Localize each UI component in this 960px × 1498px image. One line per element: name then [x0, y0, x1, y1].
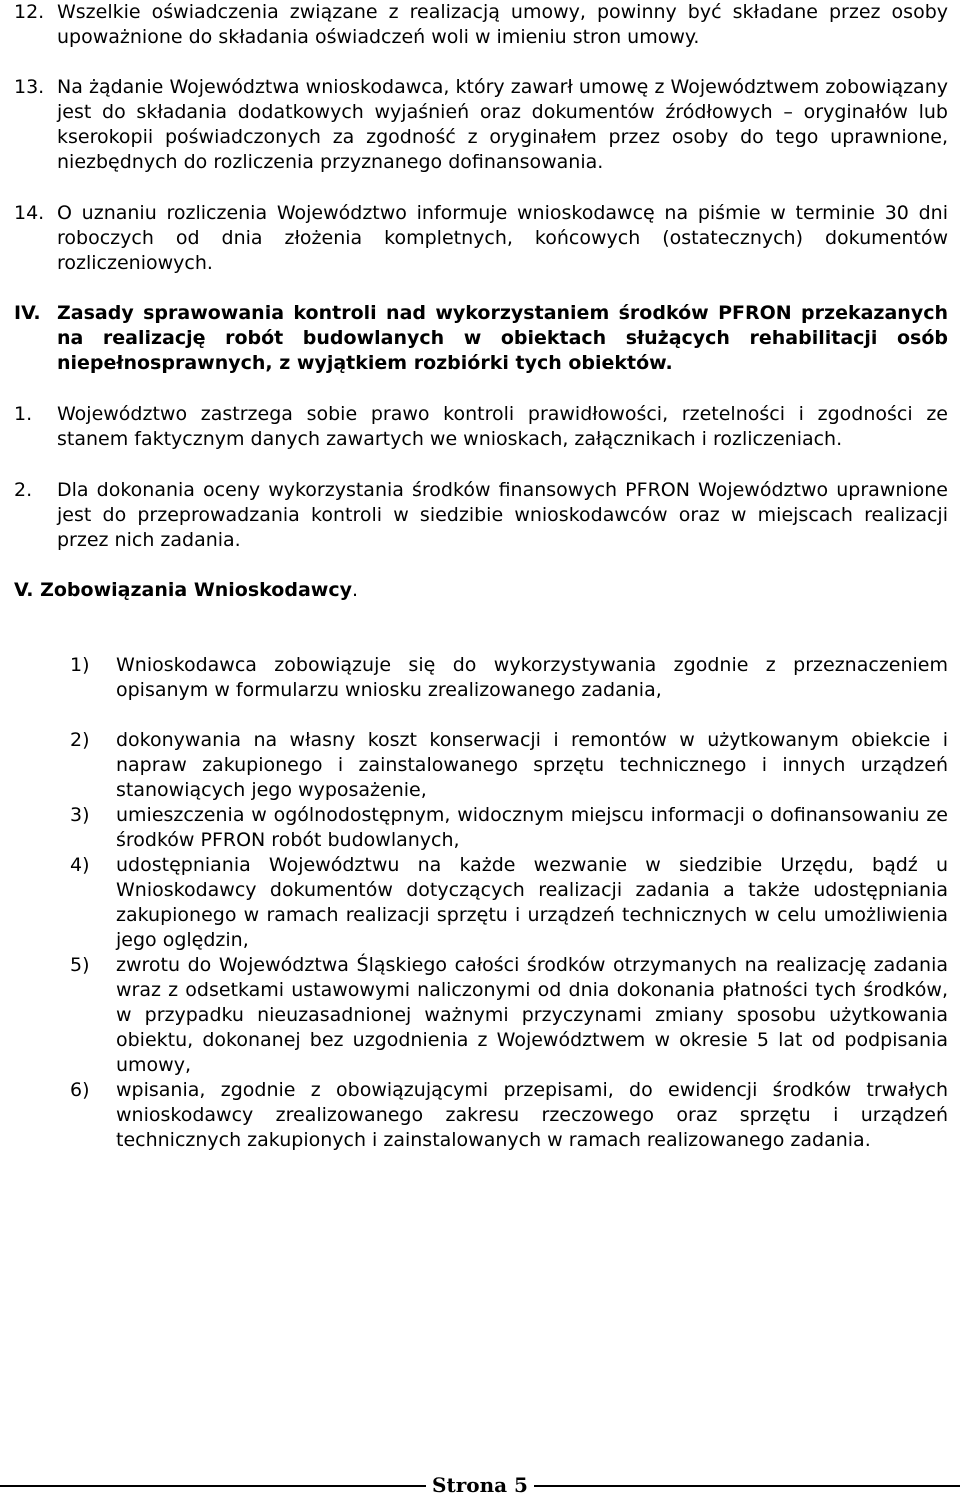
obligation-item-5	[70, 953, 948, 1078]
section-title: V. Zobowiązania Wnioskodawcy	[14, 579, 352, 601]
item-text: zwrotu do Województwa Śląskiego całości środków otrzymanych na realizację zadania wraz z odsetkami ustawowymi naliczonymi od dnia dokonania płatności tych środków, w przypadku nieuzasadnionej ważnymi przyczynami zmiany sposobu użytkowania obiektu, dokonanej bez uzgodnienia z Województwem w okresie 5 lat od podpisania umowy,	[116, 954, 948, 1076]
item-number: 3)	[70, 804, 90, 826]
section-title-suffix: .	[351, 579, 359, 601]
section-title: Zasady sprawowania kontroli nad wykorzystaniem środków PFRON przekazanych na realizację robót budowlanych w obiektach służących rehabilitacji osób niepełnosprawnych, z wyjątkiem rozbiórki tych obiektów.	[57, 302, 948, 374]
obligation-item-1	[70, 653, 948, 703]
item-text: umieszczenia w ogólnodostępnym, widocznym miejscu informacji o dofinansowaniu ze środków PFRON robót budowlanych,	[116, 804, 948, 851]
clause-number: 2.	[14, 479, 33, 501]
clause-text: O uznaniu rozliczenia Województwo informuje wnioskodawcę na piśmie w terminie 30 dni roboczych od dnia złożenia kompletnych, końcowych (ostatecznych) dokumentów rozliczeniowych.	[57, 202, 948, 274]
clause-text: Na żądanie Województwa wnioskodawca, który zawarł umowę z Województwem zobowiązany jest do składania dodatkowych wyjaśnień oraz dokumentów źródłowych – oryginałów lub kserokopii poświadczonych za zgodność z oryginałem przez osoby do tego uprawnione, niezbędnych do rozliczenia przyznanego dofinansowania.	[57, 76, 948, 173]
clause-text: Dla dokonania oceny wykorzystania środków finansowych PFRON Województwo uprawnione jest do przeprowadzania kontroli w siedzibie wnioskodawców oraz w miejscach realizacji przez nich zadania.	[57, 479, 948, 551]
item-number: 5)	[70, 954, 90, 976]
clause-text: Województwo zastrzega sobie prawo kontroli prawidłowości, rzetelności i zgodności ze stanem faktycznym danych zawartych we wnioskach, załącznikach i rozliczeniach.	[57, 403, 948, 450]
clause-number: 1.	[14, 403, 33, 425]
item-text: dokonywania na własny koszt konserwacji i remontów w użytkowanym obiekcie i napraw zakupionego i zainstalowanego sprzętu technicznego i innych urządzeń stanowiących jego wyposażenie,	[116, 729, 948, 801]
section-v-heading	[14, 578, 358, 603]
clause-12	[14, 0, 948, 50]
item-text: Wnioskodawca zobowiązuje się do wykorzystywania zgodnie z przeznaczeniem opisanym w formularzu wniosku zrealizowanego zadania,	[116, 654, 948, 701]
obligation-item-3	[70, 803, 948, 853]
obligation-item-6	[70, 1078, 948, 1153]
clause-13	[14, 75, 948, 175]
clause-text: Wszelkie oświadczenia związane z realizacją umowy, powinny być składane przez osoby upoważnione do składania oświadczeń woli w imieniu stron umowy.	[57, 1, 948, 48]
item-text: wpisania, zgodnie z obowiązującymi przepisami, do ewidencji środków trwałych wnioskodawcy zrealizowanego zakresu rzeczowego oraz sprzętu i urządzeń technicznych zakupionych i zainstalowanych w ramach realizowanego zadania.	[116, 1079, 948, 1151]
obligation-item-2	[70, 728, 948, 803]
clause-number: 12.	[14, 1, 45, 23]
item-number: 2)	[70, 729, 90, 751]
item-number: 6)	[70, 1079, 90, 1101]
item-number: 4)	[70, 854, 90, 876]
item-number: 1)	[70, 654, 90, 676]
section-number: IV.	[14, 302, 41, 324]
clause-14	[14, 201, 948, 276]
section-iv-item-1	[14, 402, 948, 452]
item-text: udostępniania Województwu na każde wezwanie w siedzibie Urzędu, bądź u Wnioskodawcy dokumentów dotyczących realizacji zadania a także udostępniania zakupionego w ramach realizacji sprzętu i urządzeń technicznych w celu umożliwienia jego oględzin,	[116, 854, 948, 951]
section-iv-item-2	[14, 478, 948, 553]
clause-number: 14.	[14, 202, 45, 224]
page-number: Strona 5	[426, 1472, 534, 1498]
section-iv-heading	[14, 301, 948, 376]
obligation-item-4	[70, 853, 948, 953]
clause-number: 13.	[14, 76, 45, 98]
